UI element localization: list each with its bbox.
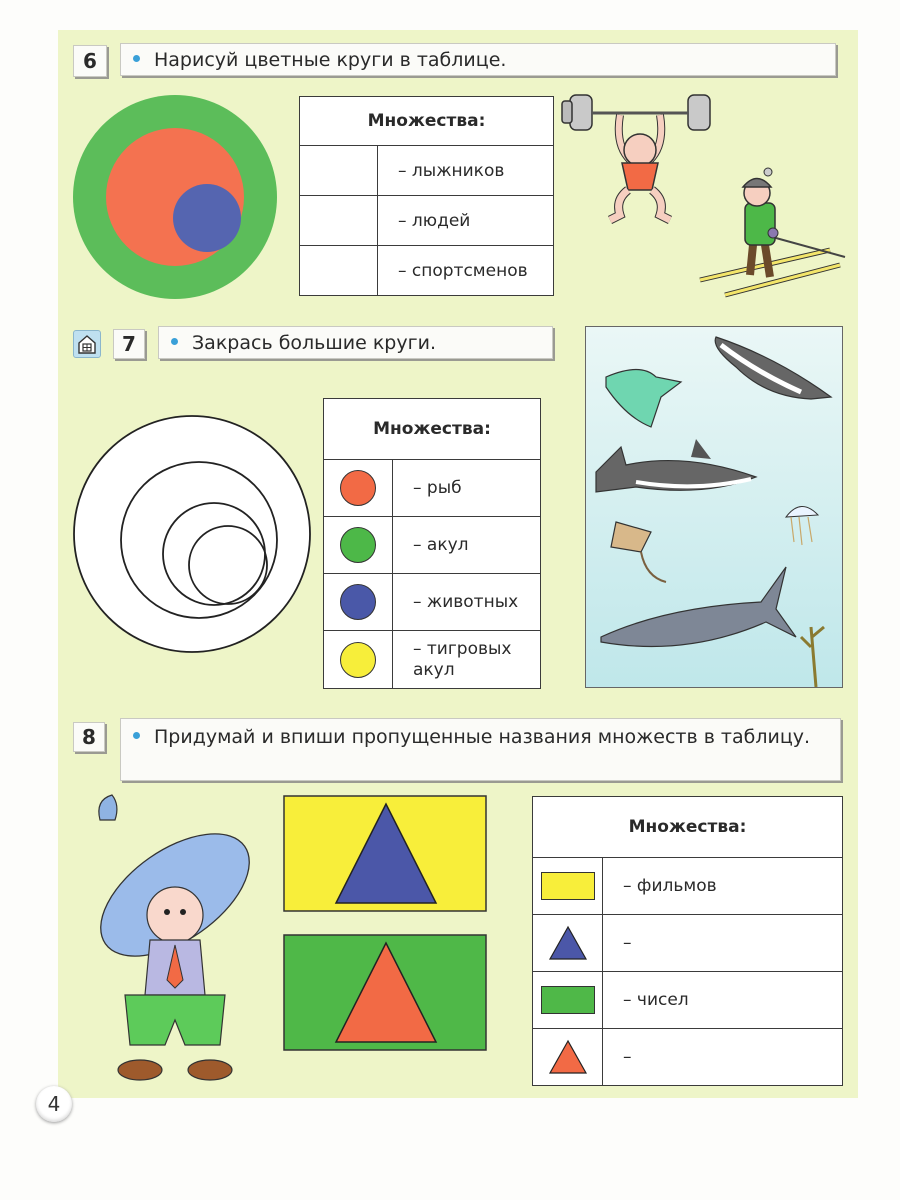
bullet-icon (133, 732, 140, 739)
color-cell (324, 631, 393, 689)
task-8-sets-table (532, 796, 843, 1086)
color-cell (324, 517, 393, 574)
table-header: Множества: (300, 97, 554, 146)
task-8-number: 8 (73, 722, 105, 752)
set-label: – спортсменов (378, 246, 554, 296)
set-label: – животных (393, 574, 541, 631)
task-7-instruction: Закрась большие круги. (192, 332, 436, 354)
boy-with-hat-illustration (80, 790, 270, 1085)
task-6-number: 6 (73, 45, 107, 77)
set-label: – людей (378, 196, 554, 246)
shape-cell (533, 972, 603, 1029)
color-cell (324, 574, 393, 631)
nested-circles-colored (70, 92, 280, 302)
table-header: Множества: (324, 399, 541, 460)
house-glyph-icon (74, 331, 100, 357)
task-8-instruction-bar (120, 718, 841, 781)
set-label: – тигровых акул (393, 631, 541, 689)
task-6-instruction: Нарисуй цветные круги в таблице. (154, 49, 507, 71)
bullet-icon (133, 55, 140, 62)
set-label-blank[interactable]: – (603, 1029, 843, 1086)
bullet-icon (171, 338, 178, 345)
symbol-cell-empty[interactable] (300, 146, 378, 196)
set-label: – фильмов (603, 858, 843, 915)
red-circle-icon (340, 470, 376, 506)
color-cell (324, 460, 393, 517)
nested-circles-outline (70, 412, 320, 657)
green-circle-icon (340, 527, 376, 563)
task-6-sets-table (299, 96, 554, 296)
yellow-rectangle-icon (541, 872, 595, 900)
blue-triangle-icon (548, 925, 588, 961)
home-icon (73, 330, 101, 358)
shape-cell (533, 1029, 603, 1086)
symbol-cell-empty[interactable] (300, 246, 378, 296)
yellow-circle-icon (340, 642, 376, 678)
green-rectangle-icon (541, 986, 595, 1014)
set-label: – лыжников (378, 146, 554, 196)
skier-illustration (695, 165, 850, 300)
table-header: Множества: (533, 797, 843, 858)
set-label: – чисел (603, 972, 843, 1029)
set-label: – рыб (393, 460, 541, 517)
set-label-blank[interactable]: – (603, 915, 843, 972)
sea-animals-illustration (585, 326, 843, 688)
task-8-instruction: Придумай и впиши пропущенные названия множеств в таблицу. (154, 726, 811, 748)
shape-cell (533, 915, 603, 972)
page-number: 4 (36, 1086, 72, 1122)
task-7-sets-table (323, 398, 541, 689)
task-7-number: 7 (113, 329, 145, 359)
set-label: – акул (393, 517, 541, 574)
symbol-cell-empty[interactable] (300, 196, 378, 246)
shape-cell (533, 858, 603, 915)
task-6-instruction-bar (120, 43, 836, 76)
sea-animals-icon (586, 327, 842, 687)
yellow-rect-blue-triangle (283, 795, 488, 915)
orange-triangle-icon (548, 1039, 588, 1075)
green-rect-orange-triangle (283, 934, 488, 1054)
blue-circle-icon (340, 584, 376, 620)
task-7-instruction-bar (158, 326, 553, 359)
